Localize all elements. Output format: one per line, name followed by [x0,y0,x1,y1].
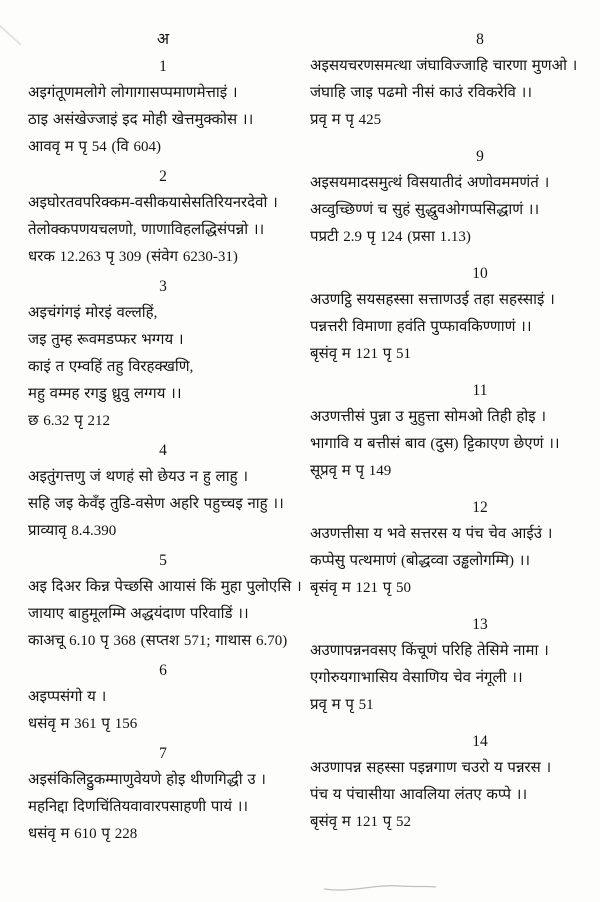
entry [310,377,590,485]
citation: प्राव्यावृ 8.4.390 [28,523,117,539]
verse-line: अव्वुच्छिण्णं च सुहं सुद्धुवओगप्पसिद्धाणं ।। [310,202,540,218]
verse-line: अइतुंगत्तणु जं थणहं सो छेयउ न हु लाहु । [28,469,249,485]
entry-number: 10 [472,265,488,282]
verse-line: जइ तुम्ह रूवमडप्फर भग्गय । [28,332,184,348]
verse-line: ठाइ असंखेज्जाइं इद मोही खेत्तमुक्कोस ।। [28,112,254,128]
entry [28,547,302,655]
verse-line: अइचंगंगइं मोरइं वल्लहिं, [28,305,158,321]
verse-line: महु वम्मह रगडु ध्रुवु लग्गय ।। [28,386,182,402]
entry [28,437,298,545]
verse-line: पन्नत्तरी विमाणा हवंति पुप्फावकिण्णाणं ।। [310,319,532,335]
entry-number: 2 [159,168,167,185]
citation: धरक 12.263 पृ 309 (संवेग 6230-31) [28,249,238,265]
entry [28,657,298,738]
verse-line: अउणापन्न सहस्सा पइन्नगाण चउरो य पन्नरस । [310,760,552,776]
verse-line: अइसयमादसमुत्थं विसयातीदं अणोवममणंतं । [310,175,550,191]
entry-number: 3 [159,278,167,295]
entry-number: 13 [472,616,488,633]
column-right [310,26,590,850]
entry-number: 8 [476,31,484,48]
entry-number: 4 [159,442,167,459]
entry [310,611,590,719]
entry-number: 7 [159,745,167,762]
verse-line: अउणट्ठि सयसहस्सा सत्ताणउई तहा सहस्साइं । [310,292,555,308]
entry [310,494,590,602]
citation: बृसंवृ म 121 पृ 50 [310,580,412,596]
citation: धसंवृ म 361 पृ 156 [28,716,138,732]
verse-line: महनिद्दा दिणचिंतियवावारपसाहणी पायं ।। [28,799,249,815]
verse-line: काइं त एम्वहिं तहु विरहक्खणि, [28,359,194,375]
column-left [28,26,302,850]
verse-line: अउणत्तीसा य भवे सत्तरस य पंच चेव आईउं । [310,526,553,542]
citation: आववृ म पृ 54 (वि 604) [28,139,161,155]
citation: प्रवृ म पृ 425 [310,112,382,128]
entry [28,163,298,271]
verse-line: अइघोरतवपरिक्कम-वसीकयासेसतिरियनरदेवो । [28,195,278,211]
verse-line: पंच य पंचासीया आवलिया लंतए कप्पे ।। [310,787,528,803]
verse-line: तेलोक्कपणयचलणो, णाणाविहलद्धिसंपन्नो ।। [28,222,265,238]
verse-line: एगोरुयगाभासिय वेसाणिय चेव नंगूली ।। [310,670,523,686]
verse-line: जायाए बाहुमूलम्मि अद्धयंदाण परिवाडिं ।। [28,606,249,622]
entry-number: 5 [159,552,167,569]
citation: काअचू 6.10 पृ 368 (सप्तश 571; गाथास 6.70) [28,633,288,649]
verse-line: अउणापन्ननवसए किंचूणं परिहि तेसिमे नामा । [310,643,549,659]
entry-number: 14 [472,733,488,750]
verse-line: अइगंतूणमलोगे लोगागासप्पमाणमेत्ताइं । [28,85,238,101]
verse-line: सहि जइ केवँइ तुडि-वसेण अहरि पहुच्चइ नाहु ।। [28,496,284,512]
citation: प्रवृ म पृ 51 [310,697,374,713]
citation: पप्रटी 2.9 पृ 124 (प्रसा 1.13) [310,229,471,245]
entry [310,143,590,251]
verse-line: अइ दिअर किन्न पेच्छसि आयासं किं मुहा पुलोएसि । [28,579,302,595]
scan-artifact-line [320,876,440,896]
verse-line: जंघाहि जाइ पढमो नीसं काउं रविकरेवि ।। [310,85,533,101]
entry [310,260,590,368]
verse-line: अइसयचरणसमत्था जंघाविज्जाहि चारणा मुणओ । [310,58,578,74]
citation: बृसंवृ म 121 पृ 51 [310,346,412,362]
citation: धसंवृ म 610 पृ 228 [28,826,138,842]
verse-line: कप्पेसु पत्थमाणं (बोद्धव्वा उड्ढलोगम्मि) ।। [310,553,531,569]
section-letter-heading: अ [156,31,170,48]
citation: सूप्रवृ म पृ 149 [310,463,392,479]
verse-line: भागावि य बत्तीसं बाव (दुस) ट्टिकाएण छेएणं ।। [310,436,560,452]
citation: बृसंवृ म 121 पृ 52 [310,814,412,830]
verse-line: अउणत्तीसं पुन्ना उ मुहुत्ता सोमओ तिही होइ । [310,409,547,425]
entry-number: 11 [472,382,488,399]
citation: छ 6.32 पृ 212 [28,413,111,429]
entry [28,53,298,161]
verse-line: अइसंकिलिट्ठुकम्माणुवेयणे होइ थीणगिद्धी उ । [28,772,266,788]
entry [310,26,590,134]
entry-number: 1 [159,58,167,75]
verse-line: अइप्पसंगो य । [28,689,107,705]
entry [310,728,590,836]
entry [28,740,298,848]
entry-number: 12 [472,499,488,516]
entry [28,273,298,435]
entry-number: 6 [159,662,167,679]
entry-number: 9 [476,148,484,165]
